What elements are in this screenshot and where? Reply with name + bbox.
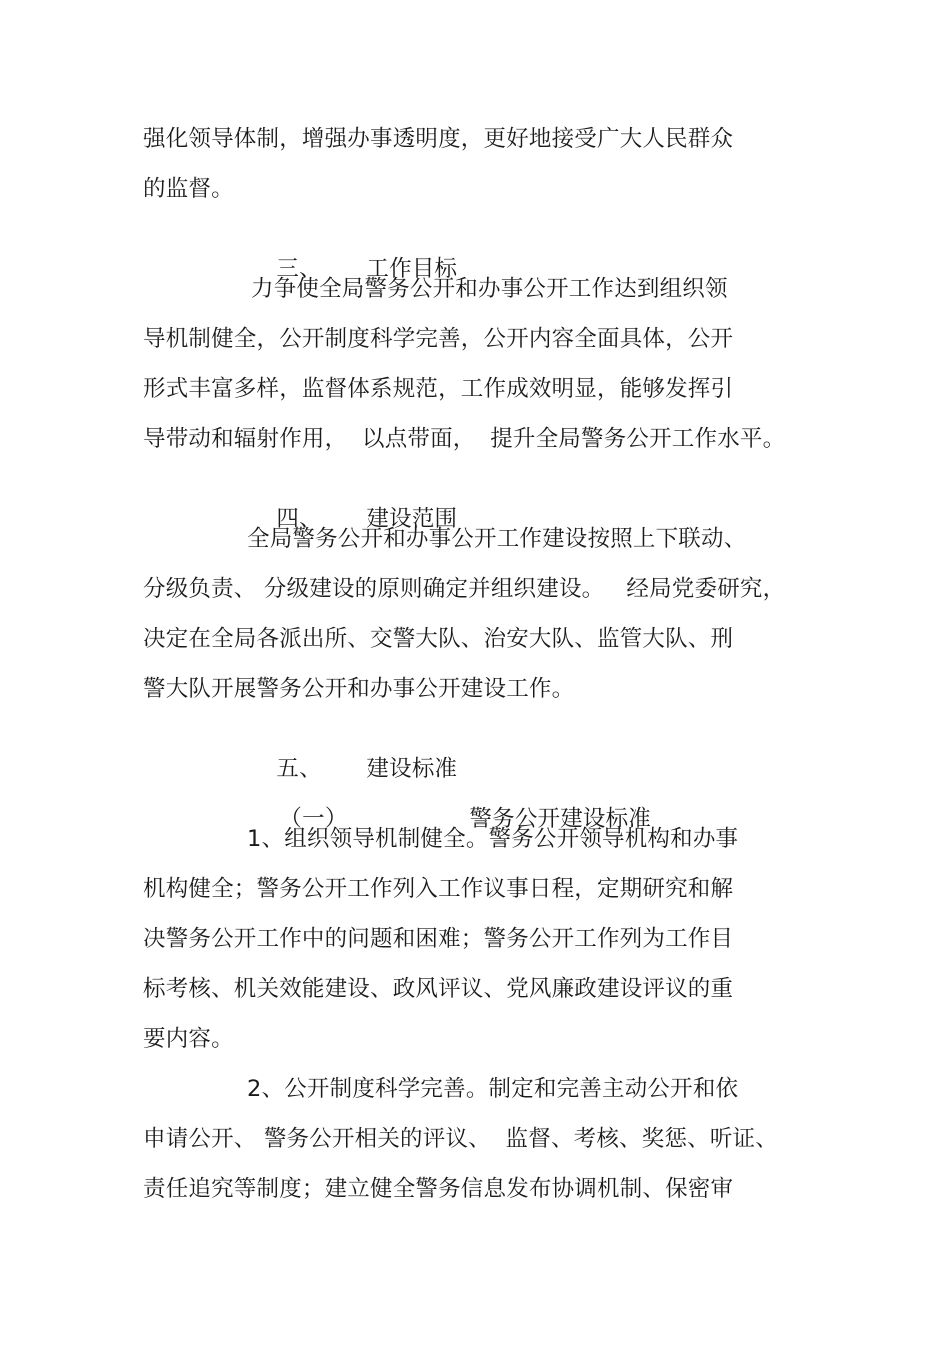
- subheading-number: （一）: [279, 806, 348, 832]
- section-heading-goals: [247, 224, 458, 282]
- paragraph-line: 强化领导体制，增强办事透明度，更好地接受广大人民群众: [143, 126, 734, 152]
- heading-title: 建设范围: [366, 506, 458, 532]
- section-heading-standards: [247, 724, 458, 782]
- heading-title: 工作目标: [366, 256, 458, 282]
- paragraph-line: 要内容。: [143, 1026, 234, 1052]
- heading-number: 三、: [276, 256, 322, 282]
- subsection-heading: [250, 774, 652, 832]
- paragraph-line: 机构健全；警务公开工作列入工作议事日程，定期研究和解: [143, 876, 734, 902]
- section-heading-scope: [247, 474, 458, 532]
- heading-number: 五、: [276, 756, 322, 782]
- paragraph-line: 的监督。: [143, 176, 234, 202]
- heading-number: 四、: [276, 506, 322, 532]
- paragraph-line: 分级负责、 分级建设的原则确定并组织建设。 经局党委研究，: [143, 576, 786, 602]
- paragraph-line: 力争使全局警务公开和办事公开工作达到组织领: [251, 276, 728, 302]
- paragraph-line: 导机制健全，公开制度科学完善，公开内容全面具体，公开: [143, 326, 734, 352]
- paragraph-line: 1、组织领导机制健全。警务公开领导机构和办事: [247, 826, 739, 852]
- paragraph-line: 2、公开制度科学完善。制定和完善主动公开和依: [247, 1076, 739, 1102]
- paragraph-line: 申请公开、 警务公开相关的评议、 监督、考核、奖惩、听证、: [143, 1126, 778, 1152]
- subheading-title: 警务公开建设标准: [469, 806, 652, 832]
- paragraph-line: 决警务公开工作中的问题和困难；警务公开工作列为工作目: [143, 926, 734, 952]
- heading-title: 建设标准: [366, 756, 458, 782]
- paragraph-line: 责任追究等制度；建立健全警务信息发布协调机制、保密审: [143, 1176, 734, 1202]
- paragraph-line: 导带动和辐射作用， 以点带面， 提升全局警务公开工作水平。: [143, 426, 786, 452]
- paragraph-line: 形式丰富多样，监督体系规范，工作成效明显，能够发挥引: [143, 376, 734, 402]
- paragraph-line: 全局警务公开和办事公开工作建设按照上下联动、: [247, 526, 747, 552]
- paragraph-line: 警大队开展警务公开和办事公开建设工作。: [143, 676, 575, 702]
- paragraph-line: 决定在全局各派出所、交警大队、治安大队、监管大队、刑: [143, 626, 734, 652]
- paragraph-line: 标考核、机关效能建设、政风评议、党风廉政建设评议的重: [143, 976, 734, 1002]
